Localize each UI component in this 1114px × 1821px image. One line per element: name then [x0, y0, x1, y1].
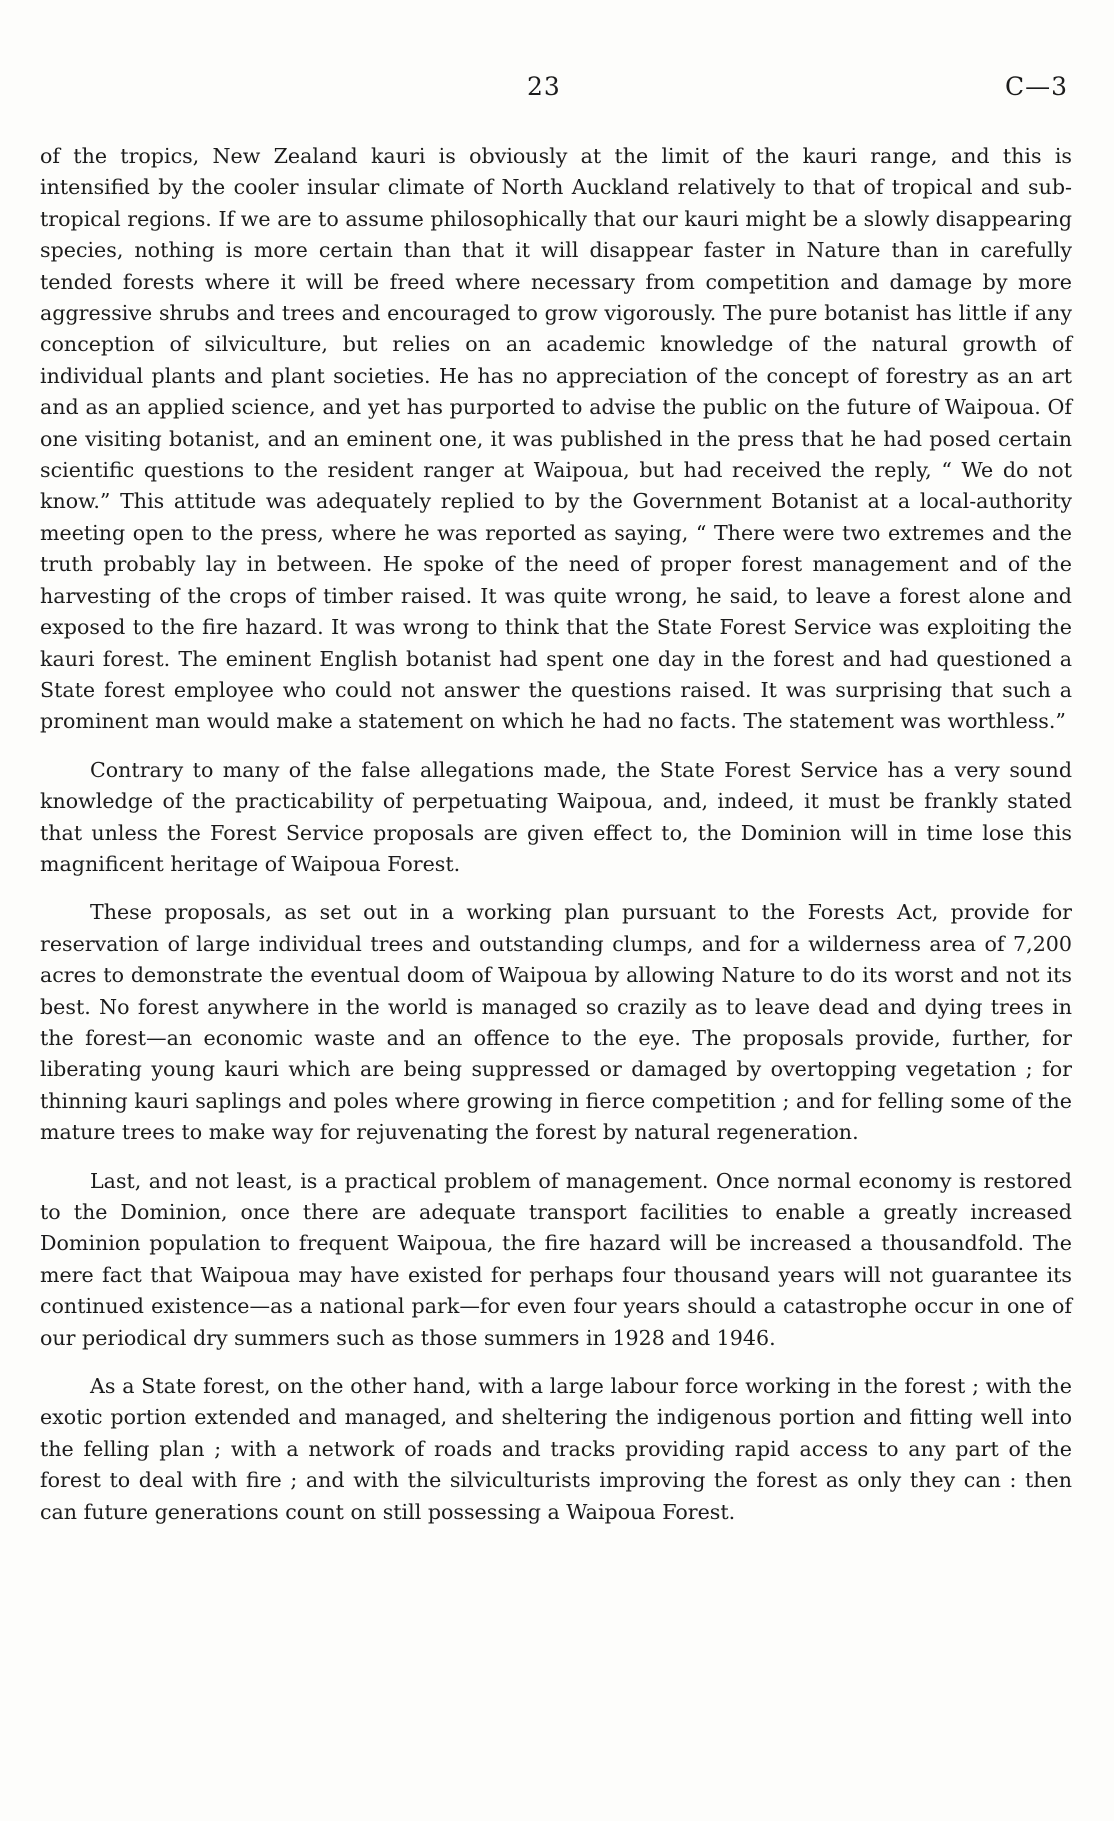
- document-reference: C—3: [1005, 72, 1069, 101]
- paragraph-state-forest: As a State forest, on the other hand, with a large labour force working in the forest ; with the exotic portion extended and managed, and sheltering the indigenous portion and fitting well into the felling plan ; with a network of roads and tracks providing rapid access to any part of the forest to deal with fire ; and with the silviculturists improving the forest as only they can : then can future generations count on still possessing a Waipoua Forest.: [40, 1374, 1072, 1524]
- paragraph-proposals: These proposals, as set out in a working plan pursuant to the Forests Act, provide for reservation of large individual trees and outstanding clumps, and for a wilderness area of 7,200 acres to demonstrate the eventual doom of Waipoua by allowing Nature to do its worst and not its best. No forest anywhere in the world is managed so crazily as to leave dead and dying trees in the forest—an economic waste and an offence to the eye. The proposals provide, further, for liberating young kauri which are being suppressed or damaged by overtopping vegetation ; for thinning kauri saplings and poles where growing in fierce competition ; and for felling some of the mature trees to make way for rejuvenating the forest by natural regeneration.: [40, 900, 1072, 1145]
- paragraph-management: Last, and not least, is a practical problem of management. Once normal economy is restored to the Dominion, once there are adequate transport facilities to enable a greatly increased Dominion population to frequent Waipoua, the fire hazard will be increased a thousandfold. The mere fact that Waipoua may have existed for perhaps four thousand years will not guarantee its continued existence—as a national park—for even four years should a catastrophe occur in one of our periodical dry summers such as those summers in 1928 and 1946.: [40, 1168, 1072, 1350]
- paragraph-continued: of the tropics, New Zealand kauri is obviously at the limit of the kauri range, and this is intensified by the cooler insular climate of North Auckland relatively to that of tropical and sub-tropical regions. If we are to assume philosophically that our kauri might be a slowly disappearing species, nothing is more certain than that it will disappear faster in Nature than in carefully tended forests where it will be freed where necessary from competition and damage by more aggressive shrubs and trees and encouraged to grow vigorously. The pure botanist has little if any conception of silviculture, but relies on an academic knowledge of the natural growth of individual plants and plant societies. He has no appreciation of the concept of forestry as an art and as an applied science, and yet has purported to advise the public on the future of Waipoua. Of one visiting botanist, and an eminent one, it was published in the press that he had posed certain scientific questions to the resident ranger at Waipoua, but had received the reply, “ We do not know.” This attitude was adequately replied to by the Government Botanist at a local-authority meeting open to the press, where he was reported as saying, “ There were two extremes and the truth probably lay in between. He spoke of the need of proper forest management and of the harvesting of the crops of timber raised. It was quite wrong, he said, to leave a forest alone and exposed to the fire hazard. It was wrong to think that the State Forest Service was exploiting the kauri forest. The eminent English botanist had spent one day in the forest and had questioned a State forest employee who could not answer the questions raised. It was surprising that such a prominent man would make a statement on which he had no facts. The statement was worthless.”: [40, 144, 1072, 734]
- page-header: [0, 72, 1114, 108]
- paragraph-contrary: Contrary to many of the false allegations made, the State Forest Service has a very sound knowledge of the practicability of perpetuating Waipoua, and, indeed, it must be frankly stated that unless the Forest Service proposals are given effect to, the Dominion will in time lose this magnificent heritage of Waipoua Forest.: [40, 757, 1072, 876]
- page-number: 23: [527, 72, 561, 101]
- body-text: [40, 141, 1072, 1528]
